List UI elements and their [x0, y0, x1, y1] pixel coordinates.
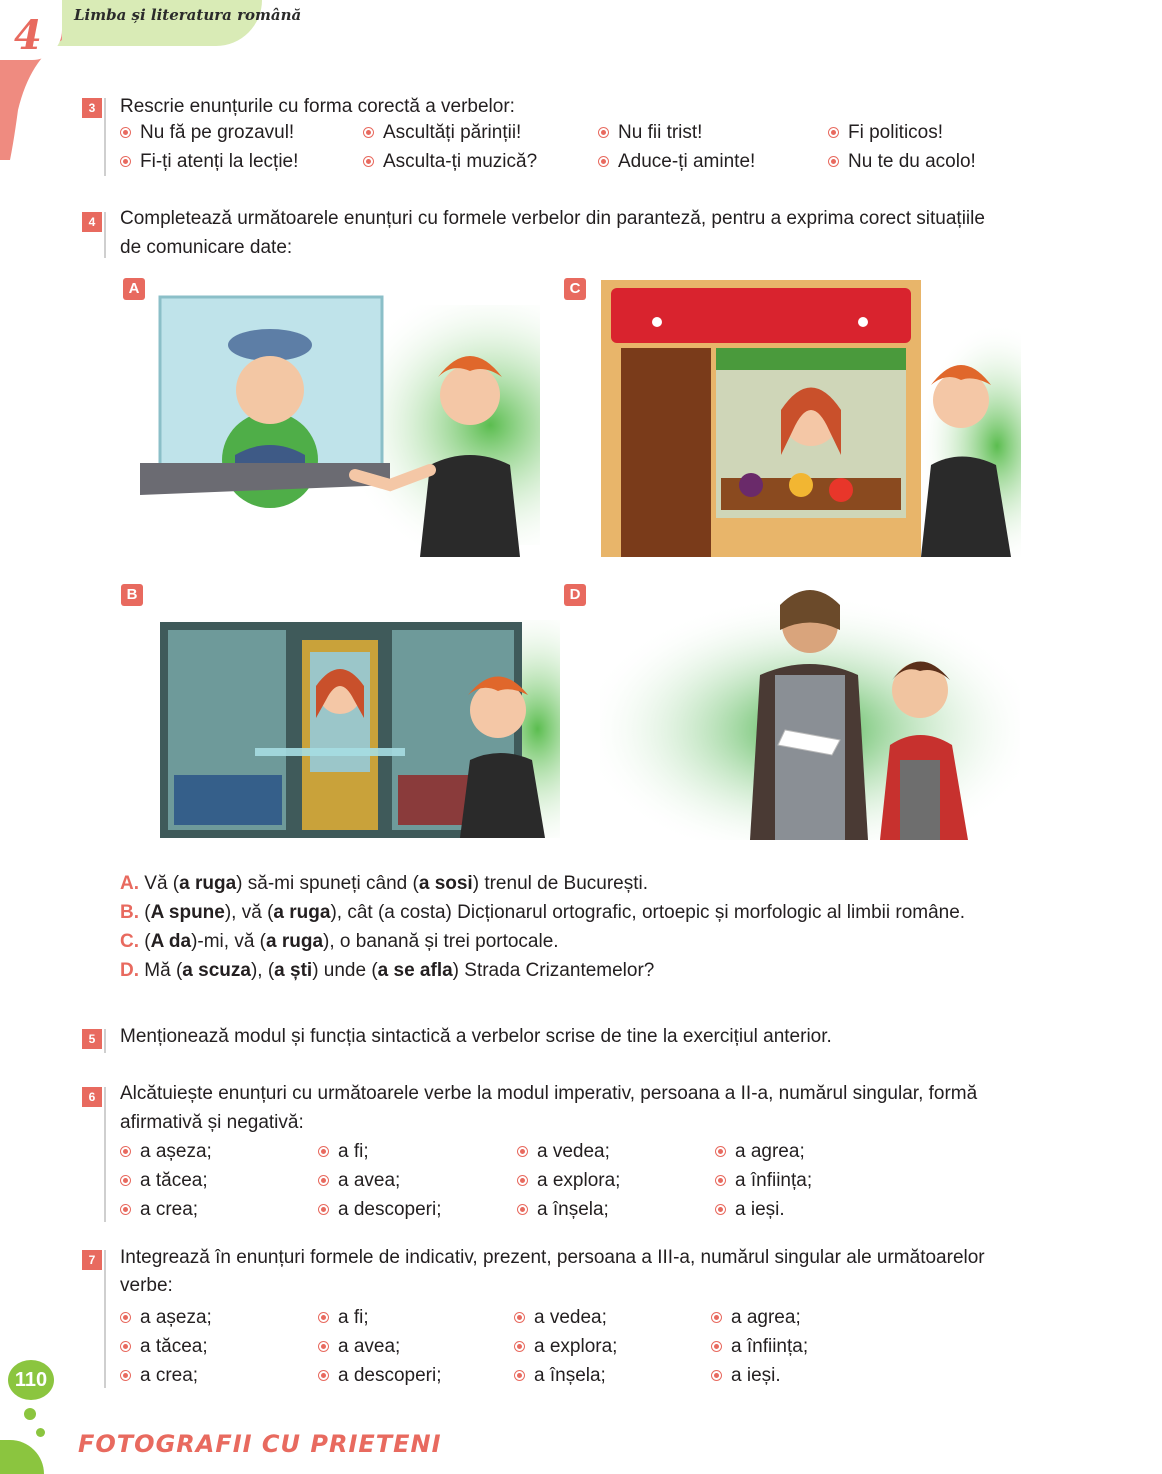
list-item: a vedea;: [514, 1303, 607, 1332]
list-item: a înșela;: [517, 1195, 609, 1224]
list-item: a ieși.: [715, 1195, 785, 1224]
list-item: a ieși.: [711, 1361, 781, 1390]
bullet-icon: [318, 1204, 329, 1215]
list-item: Nu te du acolo!: [828, 147, 976, 176]
list-item: a vedea;: [517, 1137, 610, 1166]
exercise-6-bar: [104, 1087, 106, 1222]
exercise-3-instruction: Rescrie enunțurile cu forma corectă a verbelor:: [120, 96, 515, 117]
bullet-icon: [120, 1146, 131, 1157]
illustration-a-label: A: [123, 278, 145, 300]
bullet-icon: [120, 127, 131, 138]
bullet-icon: [517, 1204, 528, 1215]
sentence-d: D. Mă (a scuza), (a ști) unde (a se afla) Strada Crizantemelor?: [120, 960, 655, 981]
list-item: a avea;: [318, 1332, 400, 1361]
exercise-5-instruction: Menționează modul și funcția sintactică a verbelor scrise de tine la exercițiul anterior.: [120, 1026, 832, 1047]
bullet-icon: [711, 1312, 722, 1323]
exercise-6-number: 6: [82, 1087, 102, 1107]
list-item: a înființa;: [715, 1166, 812, 1195]
sentence-b: B. (A spune), vă (a ruga), cât (a costa) Dicționarul ortografic, ortoepic și morfologic al limbii române.: [120, 902, 966, 923]
subject-title: Limba și literatura română: [74, 6, 302, 24]
list-item: a avea;: [318, 1166, 400, 1195]
illustration-bookstore: [160, 600, 560, 838]
exercise-4-instruction-line1: Completează următoarele enunțuri cu formele verbelor din paranteză, pentru a exprima corect situațiile: [120, 208, 985, 229]
bullet-icon: [715, 1175, 726, 1186]
bullet-icon: [120, 1175, 131, 1186]
list-item: Aduce-ți aminte!: [598, 147, 755, 176]
bullet-icon: [715, 1146, 726, 1157]
bullet-icon: [711, 1370, 722, 1381]
exercise-6-instruction-line2: afirmativă și negativă:: [120, 1112, 304, 1133]
list-item: a tăcea;: [120, 1332, 208, 1361]
list-item: a agrea;: [715, 1137, 805, 1166]
bullet-icon: [318, 1146, 329, 1157]
corner-decor: [0, 1440, 44, 1474]
list-item: Ascultăți părinții!: [363, 118, 521, 147]
bullet-icon: [517, 1146, 528, 1157]
list-item: a înființa;: [711, 1332, 808, 1361]
exercise-4-instruction-line2: de comunicare date:: [120, 237, 293, 258]
bullet-icon: [318, 1312, 329, 1323]
bullet-icon: [598, 156, 609, 167]
bullet-icon: [120, 1312, 131, 1323]
bullet-icon: [517, 1175, 528, 1186]
list-item: Nu fii trist!: [598, 118, 702, 147]
bullet-icon: [514, 1312, 525, 1323]
list-item: a așeza;: [120, 1303, 212, 1332]
illustration-d-label: D: [564, 584, 586, 606]
exercise-7-instruction-line2: verbe:: [120, 1275, 173, 1296]
bullet-icon: [363, 127, 374, 138]
illustration-street: [600, 575, 1020, 840]
list-item: a crea;: [120, 1195, 198, 1224]
footer-title: FOTOGRAFII CU PRIETENI: [78, 1430, 442, 1458]
illustration-c-label: C: [564, 278, 586, 300]
sentence-a: A. Vă (a ruga) să-mi spuneți când (a sosi) trenul de București.: [120, 873, 649, 894]
decor-dot: [36, 1428, 45, 1437]
bullet-icon: [120, 1204, 131, 1215]
list-item: Fi politicos!: [828, 118, 943, 147]
sentence-c: C. (A da)-mi, vă (a ruga), o banană și trei portocale.: [120, 931, 559, 952]
bullet-icon: [318, 1175, 329, 1186]
bullet-icon: [828, 127, 839, 138]
exercise-4-bar: [104, 212, 106, 258]
exercise-6-instruction-line1: Alcătuiește enunțuri cu următoarele verbe la modul imperativ, persoana a II-a, numărul singular, formă: [120, 1083, 978, 1104]
bullet-icon: [318, 1341, 329, 1352]
bullet-icon: [715, 1204, 726, 1215]
bullet-icon: [363, 156, 374, 167]
list-item: a descoperi;: [318, 1361, 442, 1390]
bullet-icon: [514, 1370, 525, 1381]
decor-dot: [24, 1408, 36, 1420]
exercise-5-number: 5: [82, 1029, 102, 1049]
list-item: a crea;: [120, 1361, 198, 1390]
list-item: a explora;: [514, 1332, 617, 1361]
list-item: a tăcea;: [120, 1166, 208, 1195]
list-item: a fi;: [318, 1303, 369, 1332]
list-item: a înșela;: [514, 1361, 606, 1390]
bullet-icon: [514, 1341, 525, 1352]
exercise-7-bar: [104, 1250, 106, 1388]
exercise-3-bar: [104, 98, 106, 176]
list-item: a explora;: [517, 1166, 620, 1195]
list-item: a agrea;: [711, 1303, 801, 1332]
exercise-5-bar: [104, 1029, 106, 1053]
bullet-icon: [598, 127, 609, 138]
list-item: Nu fă pe grozavul!: [120, 118, 294, 147]
page-number: 110: [8, 1360, 54, 1400]
bullet-icon: [318, 1370, 329, 1381]
exercise-4-number: 4: [82, 212, 102, 232]
list-item: a așeza;: [120, 1137, 212, 1166]
exercise-7-number: 7: [82, 1250, 102, 1270]
list-item: Asculta-ți muzică?: [363, 147, 537, 176]
bullet-icon: [120, 1370, 131, 1381]
illustration-ticket-office: [140, 285, 540, 557]
bullet-icon: [828, 156, 839, 167]
bullet-icon: [711, 1341, 722, 1352]
list-item: a fi;: [318, 1137, 369, 1166]
list-item: Fi-ți atenți la lecție!: [120, 147, 298, 176]
unit-number: 4: [14, 12, 42, 59]
exercise-7-instruction-line1: Integrează în enunțuri formele de indicativ, prezent, persoana a III-a, numărul singular ale următoarelor: [120, 1247, 985, 1268]
list-item: a descoperi;: [318, 1195, 442, 1224]
exercise-3-number: 3: [82, 98, 102, 118]
bullet-icon: [120, 156, 131, 167]
illustration-shop: [601, 280, 1021, 557]
illustration-b-label: B: [121, 584, 143, 606]
bullet-icon: [120, 1341, 131, 1352]
